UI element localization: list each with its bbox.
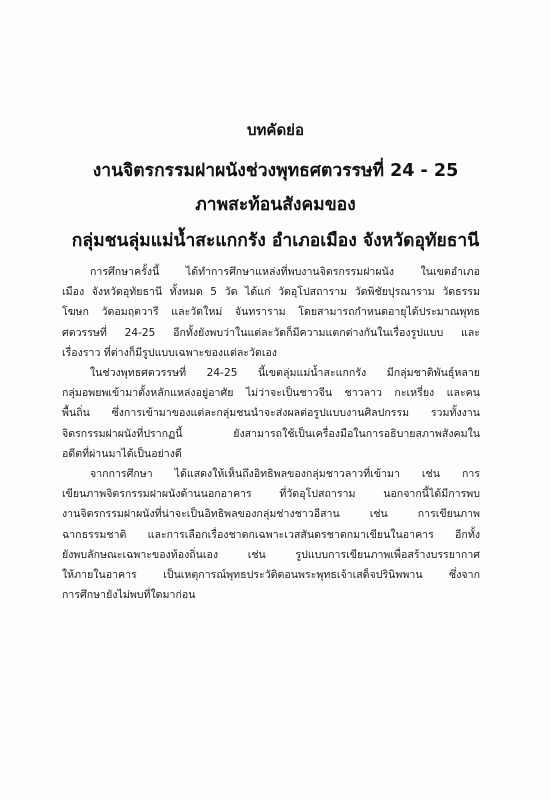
paragraph-line: ศตวรรษที่ 24-25 อีกทั้งยังพบว่าในแต่ละวัดก็มีความแตกต่างกันในเรื่องรูปแบบ และ xyxy=(62,326,480,339)
paragraph-line: ฉากธรรมชาติ และการเลือกเรื่องชาดกเฉพาะเวสสันดรชาดกมาเขียนในอาคาร อีกทั้ง xyxy=(62,528,480,541)
title-line-1: งานจิตรกรรมฝาผนังช่วงพุทธศตวรรษที่ 24 - 25 xyxy=(92,161,459,181)
abstract-body xyxy=(62,262,480,605)
title-line-3: กลุ่มชนลุ่มแม่น้ำสะแกกรัง อำเภอเมือง จังหวัดอุทัยธานี xyxy=(71,231,480,251)
paragraph-line: เมือง จังหวัดอุทัยธานี ทั้งหมด 5 วัด ได้แก่ วัดอุโปสถาราม วัดพิชัยปุรณาราม วัดธรรม xyxy=(62,286,480,299)
paragraph-line: ยังพบลักษณะเฉพาะของท้องถิ่นเอง เช่น รูปแบบการเขียนภาพเพื่อสร้างบรรยากาศ xyxy=(62,548,480,561)
title-line-2: ภาพสะท้อนสังคมของ xyxy=(195,195,356,215)
paragraph-line: ให้ภายในอาคาร เป็นเหตุการณ์พุทธประวัติตอนพระพุทธเจ้าเสด็จปรินิพพาน ซึ่งจาก xyxy=(62,569,480,582)
paragraph-line: งานจิตรกรรมฝาผนังที่น่าจะเป็นอิทธิพลของกลุ่มช่างชาวอีสาน เช่น การเขียนภาพ xyxy=(62,508,480,521)
paragraph-line: ในช่วงพุทธศตวรรษที่ 24-25 นี้เขตลุ่มแม่น้ำสะแกกรัง มีกลุ่มชาติพันธุ์หลาย xyxy=(90,367,480,380)
paragraph-line: การศึกษายังไม่พบที่ใดมาก่อน xyxy=(62,589,196,602)
paragraph-line: เรื่องราว ที่ต่างก็มีรูปแบบเฉพาะของแต่ละวัดเอง xyxy=(62,346,277,359)
abstract-label: บทคัดย่อ xyxy=(247,121,304,139)
paragraph-line: กลุ่มอพยพเข้ามาตั้งหลักแหล่งอยู่อาศัย ไม่ว่าจะเป็นชาวจีน ชาวลาว กะเหรี่ยง และคน xyxy=(62,387,480,400)
paragraph-2 xyxy=(62,363,480,464)
paragraph-3 xyxy=(62,464,480,605)
paragraph-line: จากการศึกษา ได้แสดงให้เห็นถึงอิทธิพลของกลุ่มชาวลาวที่เข้ามา เช่น การ xyxy=(90,468,480,481)
paragraph-line: การศึกษาครั้งนี้ ได้ทำการศึกษาแหล่งที่พบงานจิตรกรรมฝาผนัง ในเขตอำเภอ xyxy=(90,266,480,278)
paragraph-1 xyxy=(62,262,480,363)
paragraph-line: อดีตที่ผ่านมาได้เป็นอย่างดี xyxy=(62,447,182,460)
paragraph-line: โฆษก วัดอมฤตวารี และวัดใหม่ จันทราราม โดยสามารถกำหนดอายุได้ประมาณพุทธ xyxy=(62,306,480,319)
paragraph-line: เขียนภาพจิตรกรรมฝาผนังด้านนอกอาคาร ที่วัดอุโปสถาราม นอกจากนี้ได้มีการพบ xyxy=(62,488,480,501)
paragraph-line: จิตรกรรมฝาผนังที่ปรากฏนี้ ยังสามารถใช้เป็นเครื่องมือในการอธิบายสภาพสังคมใน xyxy=(62,427,480,440)
paragraph-line: พื้นถิ่น ซึ่งการเข้ามาของแต่ละกลุ่มชนนำจะส่งผลต่อรูปแบบงานศิลปกรรม รวมทั้งงาน xyxy=(62,407,480,420)
